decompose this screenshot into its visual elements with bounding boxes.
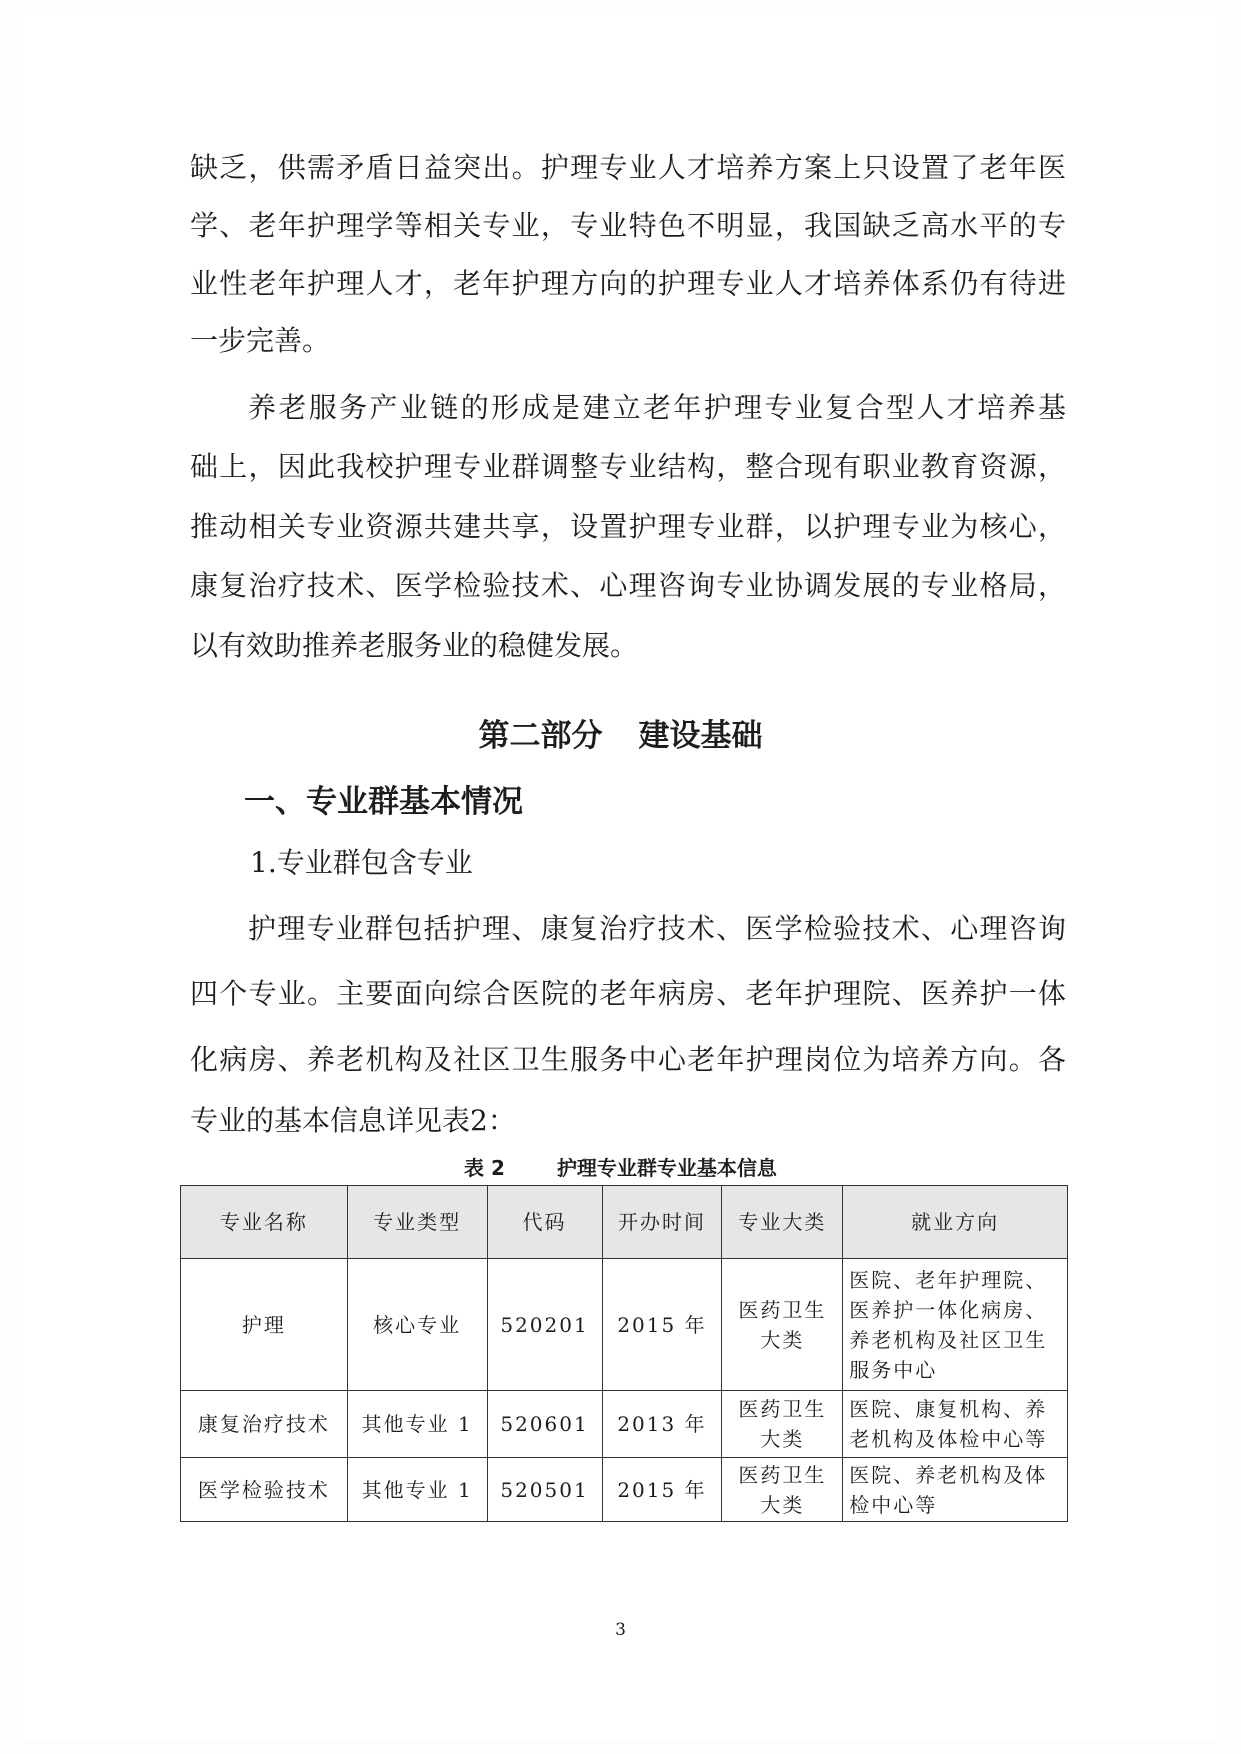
category-line: 大类 xyxy=(760,1327,805,1352)
direction-line: 检中心等 xyxy=(849,1492,938,1517)
paragraph-line: 养老服务产业链的形成是建立老年护理专业复合型人才培养基 xyxy=(248,391,1066,424)
paragraph-line: 四个专业。主要面向综合医院的老年病房、老年护理院、医养护一体 xyxy=(190,977,1066,1010)
cell-direction xyxy=(843,1259,1068,1391)
cell-type: 其他专业 1 xyxy=(347,1391,487,1458)
table-header-row xyxy=(181,1186,1068,1259)
cell-code: 520201 xyxy=(487,1259,602,1391)
direction-line: 医养护一体化病房、 xyxy=(849,1297,1048,1322)
header-cell: 专业名称 xyxy=(181,1186,348,1259)
table-row xyxy=(181,1391,1068,1458)
cell-type: 其他专业 1 xyxy=(347,1458,487,1522)
cell-direction xyxy=(843,1458,1068,1522)
cell-name: 医学检验技术 xyxy=(181,1458,348,1522)
direction-line: 养老机构及社区卫生 xyxy=(849,1327,1048,1352)
cell-code: 520601 xyxy=(487,1391,602,1458)
cell-category xyxy=(722,1391,843,1458)
paragraph-line: 化病房、养老机构及社区卫生服务中心老年护理岗位为培养方向。各 xyxy=(190,1043,1066,1076)
page-number: 3 xyxy=(615,1620,626,1640)
cell-type: 核心专业 xyxy=(347,1259,487,1391)
subsection-heading: 1.专业群包含专业 xyxy=(250,846,473,879)
cell-name: 康复治疗技术 xyxy=(181,1391,348,1458)
table-caption xyxy=(0,1152,1241,1181)
cell-name: 护理 xyxy=(181,1259,348,1391)
cell-year: 2015 年 xyxy=(602,1458,722,1522)
category-line: 大类 xyxy=(760,1492,805,1517)
direction-line: 医院、老年护理院、 xyxy=(849,1267,1048,1292)
majors-table xyxy=(180,1185,1068,1522)
paragraph-line: 康复治疗技术、医学检验技术、心理咨询专业协调发展的专业格局， xyxy=(190,569,1066,602)
table-row xyxy=(181,1458,1068,1522)
paragraph-line: 以有效助推养老服务业的稳健发展。 xyxy=(190,629,639,662)
table-title: 护理专业群专业基本信息 xyxy=(556,1156,777,1180)
header-cell: 开办时间 xyxy=(602,1186,722,1259)
part-number: 第二部分 xyxy=(478,718,603,754)
category-line: 医药卫生 xyxy=(738,1462,827,1487)
part-heading xyxy=(0,710,1241,755)
header-cell: 代码 xyxy=(487,1186,602,1259)
part-title: 建设基础 xyxy=(638,718,763,754)
paragraph-line: 础上，因此我校护理专业群调整专业结构，整合现有职业教育资源， xyxy=(190,450,1066,483)
table-number: 表 2 xyxy=(464,1156,505,1180)
cell-category xyxy=(722,1259,843,1391)
direction-line: 服务中心 xyxy=(849,1357,938,1382)
cell-direction xyxy=(843,1391,1068,1458)
cell-code: 520501 xyxy=(487,1458,602,1522)
direction-line: 医院、养老机构及体 xyxy=(849,1462,1048,1487)
header-cell: 专业大类 xyxy=(722,1186,843,1259)
direction-line: 老机构及体检中心等 xyxy=(849,1427,1048,1451)
paragraph-line: 缺乏，供需矛盾日益突出。护理专业人才培养方案上只设置了老年医 xyxy=(190,151,1066,184)
header-cell: 就业方向 xyxy=(843,1186,1068,1259)
paragraph-line: 护理专业群包括护理、康复治疗技术、医学检验技术、心理咨询 xyxy=(248,912,1066,945)
paragraph-line: 推动相关专业资源共建共享，设置护理专业群，以护理专业为核心， xyxy=(190,510,1066,543)
category-line: 大类 xyxy=(760,1427,805,1451)
cell-category xyxy=(722,1458,843,1522)
paragraph-line: 一步完善。 xyxy=(190,324,331,357)
cell-year: 2013 年 xyxy=(602,1391,722,1458)
paragraph-line: 专业的基本信息详见表2： xyxy=(190,1104,516,1137)
cell-year: 2015 年 xyxy=(602,1259,722,1391)
section-heading: 一、专业群基本情况 xyxy=(244,784,523,820)
category-line: 医药卫生 xyxy=(738,1397,827,1421)
direction-line: 医院、康复机构、养 xyxy=(849,1397,1048,1421)
paragraph-line: 学、老年护理学等相关专业，专业特色不明显，我国缺乏高水平的专 xyxy=(190,209,1066,242)
category-line: 医药卫生 xyxy=(738,1297,827,1322)
header-cell: 专业类型 xyxy=(347,1186,487,1259)
table-row xyxy=(181,1259,1068,1391)
paragraph-line: 业性老年护理人才，老年护理方向的护理专业人才培养体系仍有待进 xyxy=(190,267,1066,300)
